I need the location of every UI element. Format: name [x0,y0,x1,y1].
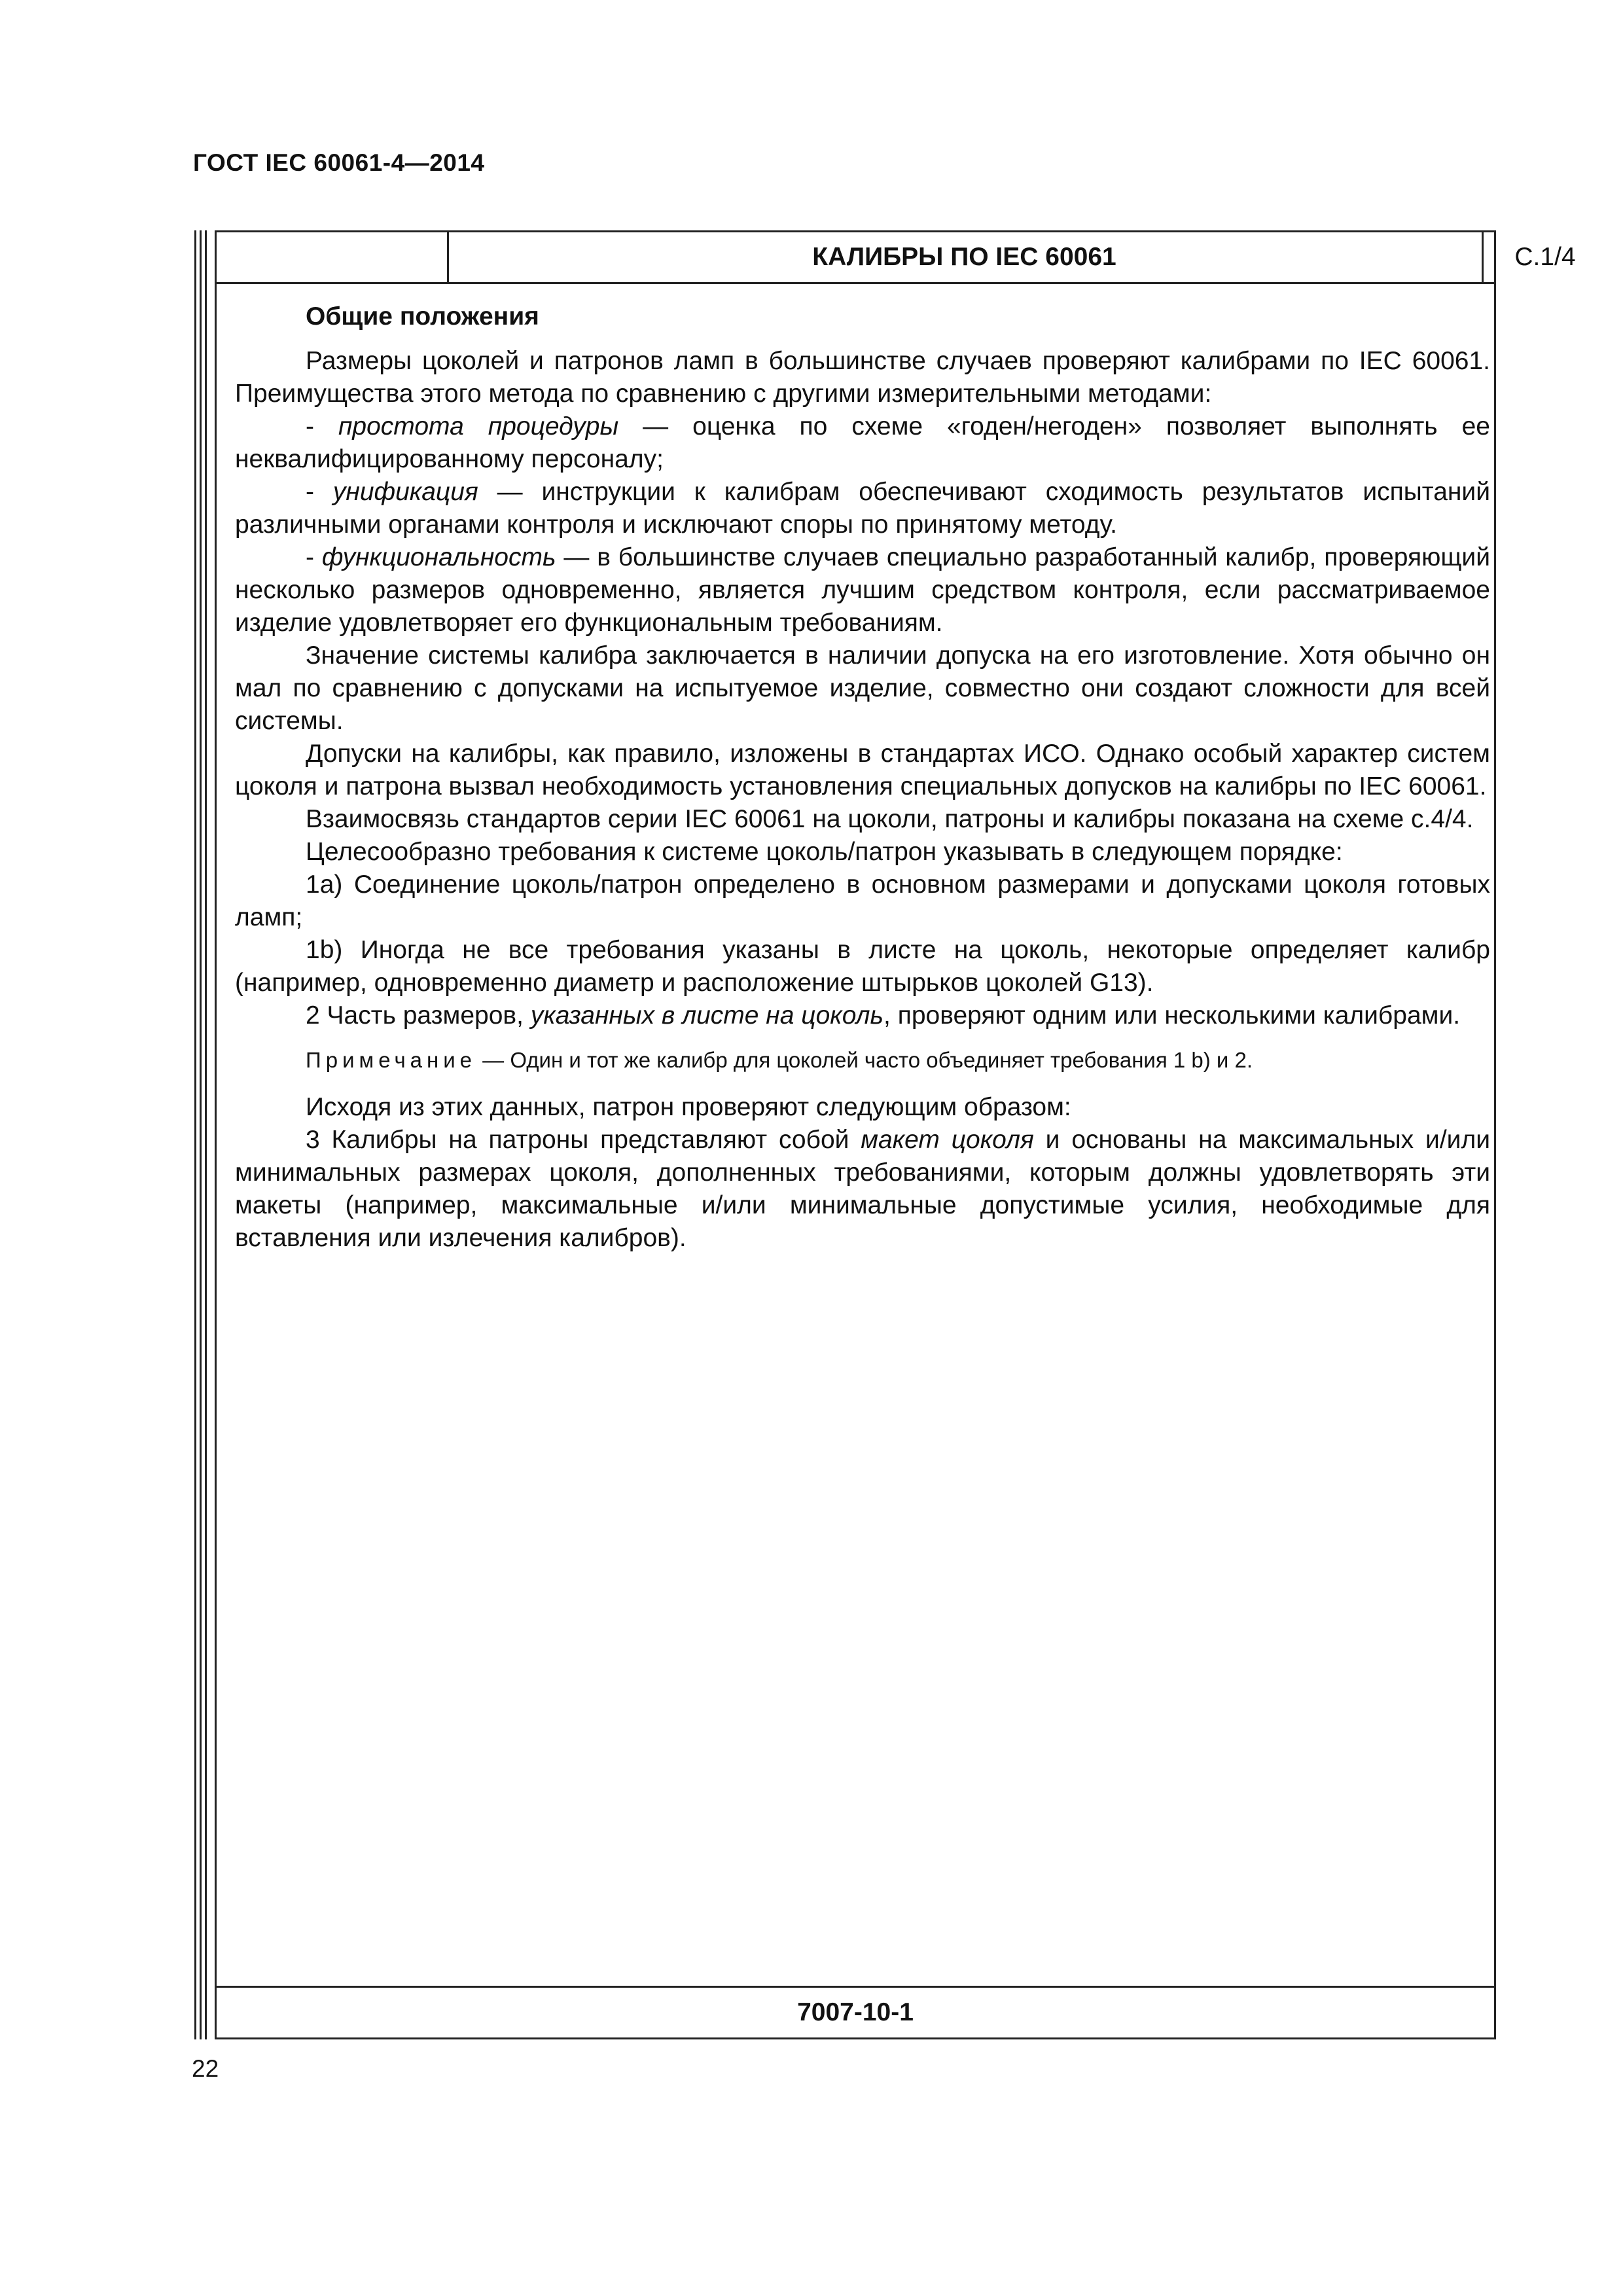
sheet-code: 7007-10-1 [217,1986,1494,2037]
term: унификация [332,478,478,506]
list-item: - функциональность — в большинстве случаев специально разработанный калибр, проверяющий несколько размеров одновременно, является лучшим средством контроля, если рассматриваемое изделие удовлетворяет его функциональным требованиям. [235,543,1490,637]
list-item: - простота процедуры — оценка по схеме «годен/негоден» позволяет выполнять ее неквалифицированному персоналу; [235,412,1490,473]
paragraph: 1a) Соединение цоколь/патрон определено в основном размерами и допусками цоколя готовых ламп; [235,870,1490,931]
sheet-number: С.1/4 [1482,232,1607,282]
paragraph: 1b) Иногда не все требования указаны в листе на цоколь, некоторые определяет калибр (например, одновременно диаметр и расположение штырьков цоколей G13). [235,936,1490,997]
sheet-title: КАЛИБРЫ ПО IEC 60061 [812,243,1116,271]
document-header: ГОСТ IEC 60061-4—2014 [193,149,485,176]
paragraph: 2 Часть размеров, указанных в листе на цоколь, проверяют одним или несколькими калибрами. [306,1001,1461,1030]
term: простота процедуры [338,412,619,440]
title-blank-cell [217,232,449,282]
paragraph: Исходя из этих данных, патрон проверяют следующим образом: [306,1093,1071,1121]
margin-rule [205,230,207,2039]
paragraph: Допуски на калибры, как правило, изложены в стандартах ИСО. Однако особый характер систем цоколя и патрона вызвал необходимость установления специальных допусков на калибры по IEC 60061. [235,740,1490,800]
paragraph: Размеры цоколей и патронов ламп в большинстве случаев проверяют калибрами по IEC 60061. Преимущества этого метода по сравнению с другими измерительными методами: [235,347,1490,408]
sheet-title-row [217,232,1576,284]
margin-rule [200,230,202,2039]
list-item: - унификация — инструкции к калибрам обеспечивают сходимость результатов испытаний различными органами контроля и исключают споры по принятому методу. [235,478,1491,539]
sheet-content [235,300,1490,1255]
term: функциональность [321,543,556,571]
paragraph: Значение системы калибра заключается в наличии допуска на его изготовление. Хотя обычно он мал по сравнению с допусками на испытуемое изделие, совместно они создают сложности для всей системы. [235,641,1490,735]
paragraph: Взаимосвязь стандартов серии IEC 60061 на цоколи, патроны и калибры показана на схеме с.4/4. [306,805,1474,833]
section-heading: Общие положения [306,302,539,331]
note: Примечание — Один и тот же калибр для цоколей часто объединяет требования 1 b) и 2. [306,1048,1253,1072]
paragraph: Целесообразно требования к системе цоколь/патрон указывать в следующем порядке: [306,838,1343,866]
standard-sheet-frame [215,230,1576,2039]
page-number: 22 [192,2055,219,2082]
paragraph: 3 Калибры на патроны представляют собой макет цоколя и основаны на максимальных и/или минимальных размерах цоколя, дополненных требованиями, которым должны удовлетворять эти макеты (например, максимальные и/или минимальные допустимые усилия, необходимые для вставления или излечения калибров). [235,1126,1490,1252]
note-label: Примечание [306,1048,477,1072]
margin-rule [194,230,196,2039]
